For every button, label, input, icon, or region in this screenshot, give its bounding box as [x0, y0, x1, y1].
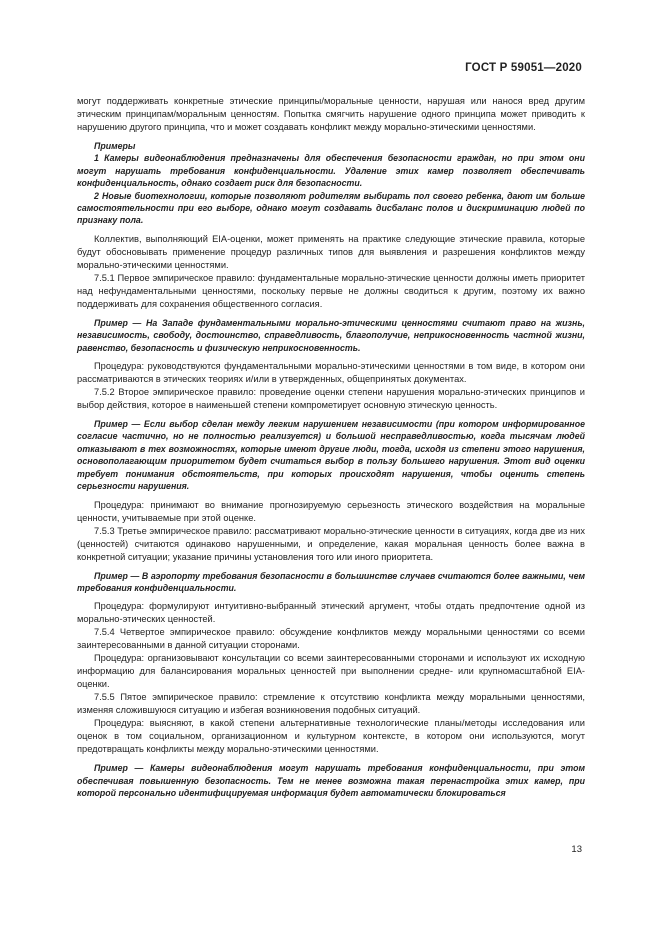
paragraph-7-5-3: 7.5.3 Третье эмпирическое правило: рассматривают морально-этические ценности в ситуациях, когда две из них (ценностей) считаются одинаково нарушенными, и определение, какая моральная ценность более важна в конкретной ситуации; указание причины установления того или иного приоритета. [77, 525, 585, 562]
paragraph-7-5-4: 7.5.4 Четвертое эмпирическое правило: обсуждение конфликтов между моральными ценностями со всеми заинтересованными в данной ситуации сторонами. [77, 627, 585, 651]
page-number: 13 [571, 844, 582, 855]
procedure-7-5-2: Процедура: принимают во внимание прогнозируемую серьезность этического воздействия на моральные ценности, учитываемые при этой оценке. [77, 499, 585, 523]
example-cameras: Пример — Камеры видеонаблюдения могут нарушать требования конфиденциальности, при этом обеспечивая повышенную безопасность. Тем не менее возможна такая перенастройка этих камер, при которой персонально идентифицируемая информация будет автоматически блокироваться [77, 763, 585, 799]
example-airport: Пример — В аэропорту требования безопасности в большинстве случаев считаются более важными, чем требования конфиденциальности. [77, 570, 585, 593]
paragraph-intro: могут поддерживать конкретные этические принципы/моральные ценности, нарушая или нанося вред другим этическим принципам/моральным ценностям. Попытка смягчить нарушение одного принципа может приводить к нарушению другого принципа, что и может создавать конфликт между морально-этическими ценностями. [77, 96, 585, 132]
example-1: 1 Камеры видеонаблюдения предназначены для обеспечения безопасности граждан, но при этом они могут нарушать требования конфиденциальности. Удаление этих камер позволяет обеспечивать конфиденциальность, однако создает риск для безопасности. [77, 153, 585, 189]
paragraph-7-5-2: 7.5.2 Второе эмпирическое правило: проведение оценки степени нарушения морально-этических принципов и выбор действия, которое в наименьшей степени компрометирует основную этическую ценность. [77, 387, 585, 411]
example-violation-degree: Пример — Если выбор сделан между легким нарушением независимости (при котором информированное согласие частично, но не полностью реализуется) и большой несправедливостью, когда тысячам людей отказывают в тех возможностях, которые имеют другие люди, тогда, исходя из степени этого нарушения, основополагающим приоритетом будет считаться выбор в пользу большего нарушения. Этот вид оценки требует понимания обстоятельств, при которых происходят нарушения, чтобы оценить степень серьезности нарушения. [77, 419, 585, 492]
example-2: 2 Новые биотехнологии, которые позволяют родителям выбирать пол своего ребенка, дают им больше самостоятельности при его выборе, однако могут создавать дисбаланс полов и дискриминацию людей по признаку пола. [77, 190, 585, 226]
procedure-7-5-4: Процедура: организовывают консультации со всеми заинтересованными сторонами и используют их исходную информацию для балансирования моральных ценностей при выполнении средне- или крупномасштабной EIA-оценки. [77, 653, 585, 690]
procedure-7-5-5: Процедура: выясняют, в какой степени альтернативные технологические планы/методы исследования или оценок в том социальном, организационном и культурном контексте, в котором они используются, могут предотвращать конфликты между морально-этическими ценностями. [77, 718, 585, 755]
standard-header: ГОСТ Р 59051—2020 [465, 62, 582, 74]
procedure-7-5-3: Процедура: формулируют интуитивно-выбранный этический аргумент, чтобы отдать предпочтение одной из морально-этических ценностей. [77, 601, 585, 625]
procedure-7-5-1: Процедура: руководствуются фундаментальными морально-этическими ценностями в том виде, в котором они рассматриваются в этических теориях и/или в утвержденных, общепринятых документах. [77, 361, 585, 385]
paragraph-7-5-1: 7.5.1 Первое эмпирическое правило: фундаментальные морально-этические ценности должны иметь приоритет над нефундаментальными ценностями, поскольку первые не должны сводиться к другим, поэтому их важно поддерживать для сохранения общественного согласия. [77, 272, 585, 309]
paragraph-7-5-5: 7.5.5 Пятое эмпирическое правило: стремление к отсутствию конфликта между моральными ценностями, изменяя сложившуюся ситуацию и избегая возникновения подобных ситуаций. [77, 692, 585, 716]
paragraph-team-rules: Коллектив, выполняющий EIA-оценки, может применять на практике следующие этические правила, которые будут обосновывать применение процедур различных типов для выявления и разрешения конфликтов между морально-этическими ценностями. [77, 233, 585, 270]
example-west-values: Пример — На Западе фундаментальными морально-этическими ценностями считают право на жизнь, независимость, свободу, достоинство, справедливость, благополучие, неприкосновенность частной жизни, равенство, безопасность и физическую неприкосновенность. [77, 317, 585, 353]
examples-heading: Примеры [94, 141, 136, 151]
document-body [77, 95, 585, 800]
